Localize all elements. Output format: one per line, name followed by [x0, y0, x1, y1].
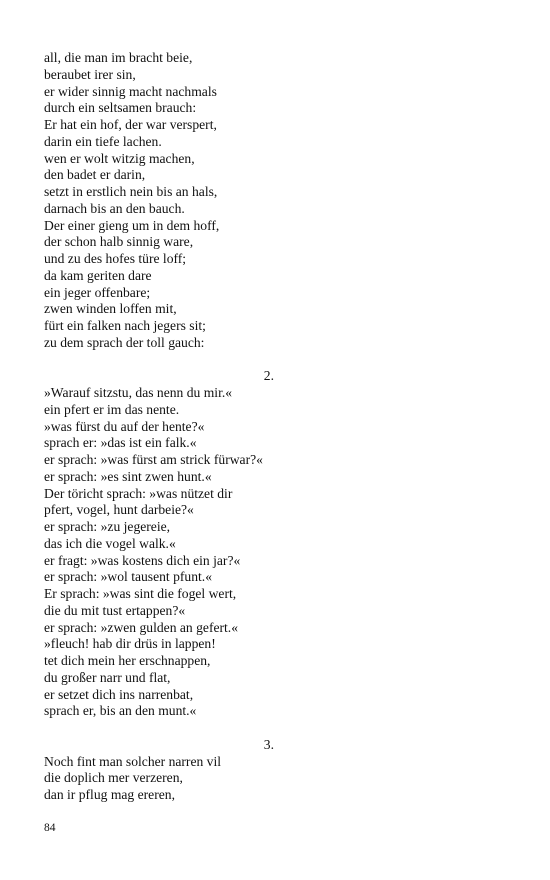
verse-line: all, die man im bracht beie, — [44, 50, 193, 65]
verse-line: zwen winden loffen mit, — [44, 301, 177, 317]
stanza-number: 3. — [263, 736, 274, 752]
verse-line: darnach bis an den bauch. — [44, 200, 185, 216]
verse-line: ein jeger offenbare; — [44, 284, 151, 300]
verse-line: beraubet irer sin, — [44, 66, 136, 82]
verse-line: Er sprach: »was sint die fogel wert, — [44, 586, 237, 601]
verse-line: Noch fint man solcher narren vil — [44, 753, 222, 769]
verse-line: tet dich mein her erschnappen, — [44, 653, 211, 668]
stanza-2 — [44, 368, 274, 720]
verse-line: wen er wolt witzig machen, — [44, 150, 195, 166]
verse-line: pfert, vogel, hunt darbeie?« — [44, 502, 194, 518]
verse-line: er sprach: »wol tausent pfunt.« — [44, 569, 212, 585]
verse-line: die du mit tust ertappen?« — [44, 602, 186, 618]
poem-body — [44, 50, 274, 804]
verse-line: du großer narr und flat, — [44, 669, 171, 685]
verse-line: der schon halb sinnig ware, — [44, 234, 194, 250]
stanza-3 — [44, 737, 274, 804]
verse-line: durch ein seltsamen brauch: — [44, 100, 197, 116]
verse-line: sprach er, bis an den munt.« — [44, 703, 197, 719]
verse-line: Der töricht sprach: »was nützet dir — [44, 485, 233, 501]
page-number: 84 — [44, 822, 56, 834]
verse-line: sprach er: »das ist ein falk.« — [44, 435, 197, 451]
verse-line: fürt ein falken nach jegers sit; — [44, 318, 206, 333]
verse-line: darin ein tiefe lachen. — [44, 133, 162, 149]
verse-line: er sprach: »was fürst am strick fürwar?« — [44, 452, 263, 467]
verse-line: er sprach: »es sint zwen hunt.« — [44, 468, 212, 484]
verse-line: die doplich mer verzeren, — [44, 770, 183, 786]
verse-line: er sprach: »zu jegereie, — [44, 519, 171, 534]
stanza-1 — [44, 50, 274, 352]
verse-line: er wider sinnig macht nachmals — [44, 83, 217, 99]
verse-line: das ich die vogel walk.« — [44, 535, 176, 551]
verse-line: setzt in erstlich nein bis an hals, — [44, 184, 218, 199]
verse-line: er sprach: »zwen gulden an gefert.« — [44, 619, 239, 635]
verse-line: »Warauf sitzstu, das nenn du mir.« — [44, 385, 233, 400]
verse-line: den badet er darin, — [44, 167, 146, 183]
verse-line: da kam geriten dare — [44, 267, 152, 283]
verse-line: Er hat ein hof, der war verspert, — [44, 117, 217, 132]
verse-line: und zu des hofes türe loff; — [44, 251, 187, 266]
verse-line: dan ir pflug mag ereren, — [44, 787, 175, 802]
verse-line: zu dem sprach der toll gauch: — [44, 334, 205, 350]
verse-line: »fleuch! hab dir drüs in lappen! — [44, 636, 216, 652]
verse-line: »was fürst du auf der hente?« — [44, 418, 205, 434]
verse-line: er fragt: »was kostens dich ein jar?« — [44, 552, 241, 568]
stanza-number: 2. — [263, 368, 274, 384]
verse-line: er setzet dich ins narrenbat, — [44, 686, 194, 702]
verse-line: Der einer gieng um in dem hoff, — [44, 217, 220, 233]
verse-line: ein pfert er im das nente. — [44, 401, 180, 417]
